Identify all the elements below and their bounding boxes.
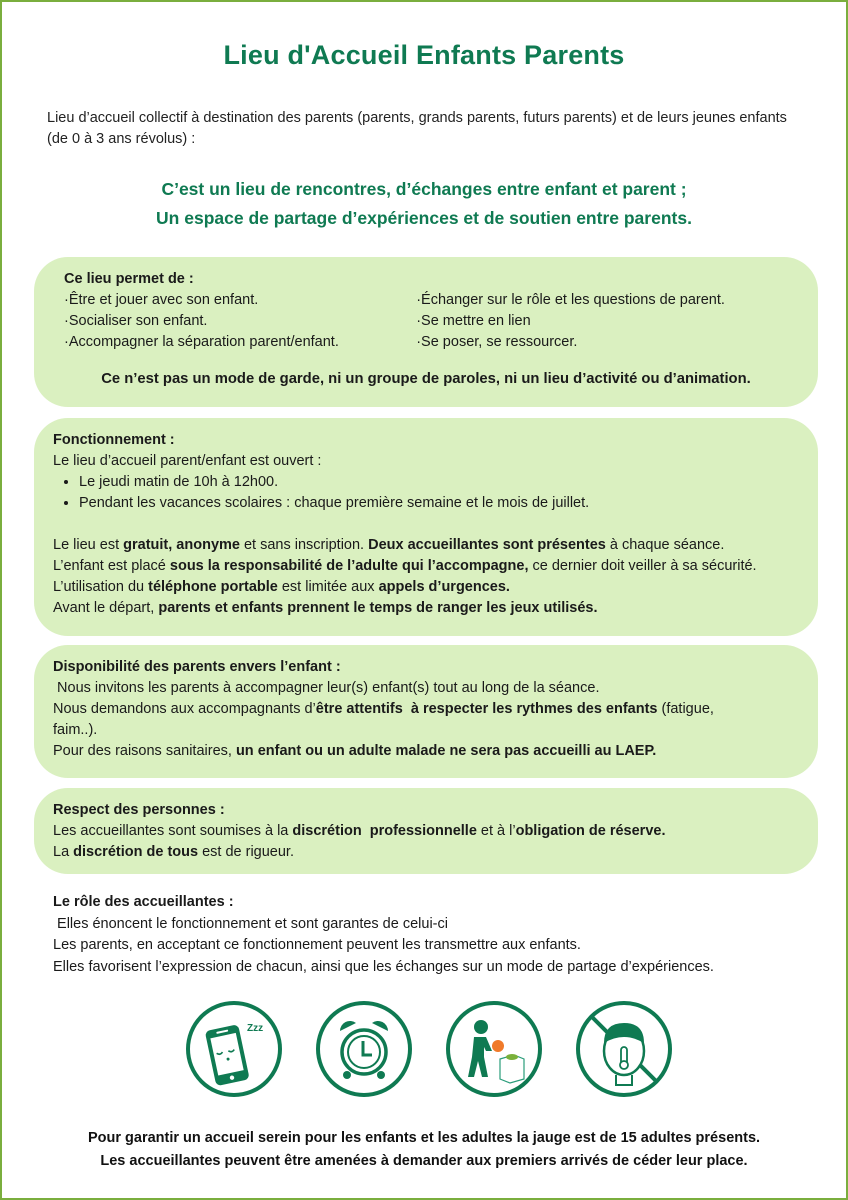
zzz-label: Zzz <box>247 1023 264 1034</box>
list-item: ·Accompagner la séparation parent/enfant. <box>64 334 339 350</box>
role-line: Les parents, en acceptant ce fonctionnement peuvent les transmettre aux enfants. <box>53 937 581 953</box>
disponibilite-heading: Disponibilité des parents envers l’enfant : <box>53 659 341 675</box>
role-heading: Le rôle des accueillantes : <box>53 894 234 910</box>
fonctionnement-paragraph-2: L’enfant est placé sous la responsabilité de l’adulte qui l’accompagne, ce dernier doit veiller à sa sécurité. L’utilisation du téléphone portable est limitée aux appels d’urgences. <box>53 558 757 595</box>
intro-text: Lieu d’accueil collectif à destination des parents (parents, grands parents, futurs parents) et de leurs jeunes enfants (de 0 à 3 ans révolus) : <box>47 110 787 147</box>
sleeping-phone-icon <box>184 999 284 1099</box>
role-line: Elles favorisent l’expression de chacun, ainsi que les échanges sur un mode de partage d’expériences. <box>53 958 714 975</box>
permet-left-list <box>64 290 416 353</box>
disponibilite-line-2: Nous demandons aux accompagnants d’être attentifs à respecter les rythmes des enfants (fatigue, faim..). <box>53 701 714 738</box>
permet-note: Ce n’est pas un mode de garde, ni un groupe de paroles, ni un lieu d’activité ou d’animation. <box>101 371 751 387</box>
respect-heading: Respect des personnes : <box>53 802 225 818</box>
footer-line-1: Pour garantir un accueil serein pour les enfants et les adultes la jauge est de 15 adultes présents. <box>87 1130 761 1146</box>
fonctionnement-section <box>34 418 818 636</box>
tagline-line-2: Un espace de partage d’expériences et de soutien entre parents. <box>156 208 692 228</box>
permet-section <box>34 257 818 407</box>
rules-icons <box>184 999 674 1099</box>
fonctionnement-paragraph-3: Avant le départ, parents et enfants prennent le temps de ranger les jeux utilisés. <box>53 600 598 616</box>
footer-line-2: Les accueillantes peuvent être amenées à demander aux premiers arrivés de céder leur place. <box>100 1153 748 1169</box>
fonctionnement-heading: Fonctionnement : <box>53 432 175 448</box>
footer-note <box>0 1127 848 1173</box>
no-sick-icon <box>574 999 674 1099</box>
disponibilite-section <box>34 645 818 778</box>
list-item: ·Se mettre en lien <box>416 313 531 329</box>
page-title: Lieu d'Accueil Enfants Parents <box>223 40 625 70</box>
tagline <box>0 175 848 233</box>
list-item: ·Se poser, se ressourcer. <box>416 334 578 350</box>
respect-section <box>34 788 818 874</box>
respect-line-1: Les accueillantes sont soumises à la discrétion professionnelle et à l’obligation de réserve. <box>53 823 666 839</box>
alarm-clock-icon <box>314 999 414 1099</box>
disponibilite-line-3: Pour des raisons sanitaires, un enfant ou un adulte malade ne sera pas accueilli au LAEP. <box>53 743 657 759</box>
list-item: ·Socialiser son enfant. <box>64 313 208 329</box>
respect-line-2: La discrétion de tous est de rigueur. <box>53 844 294 860</box>
tidy-toys-icon <box>444 999 544 1099</box>
opening-hours-list <box>53 472 800 514</box>
fonctionnement-paragraph-1: Le lieu est gratuit, anonyme et sans inscription. Deux accueillantes sont présentes à chaque séance. <box>53 537 725 553</box>
role-line: Elles énoncent le fonctionnement et sont garantes de celui-ci <box>53 915 448 932</box>
tagline-line-1: C’est un lieu de rencontres, d’échanges entre enfant et parent ; <box>161 179 687 199</box>
fonctionnement-intro: Le lieu d’accueil parent/enfant est ouvert : <box>53 453 322 469</box>
list-item: ·Échanger sur le rôle et les questions de parent. <box>416 292 725 308</box>
list-item: ·Être et jouer avec son enfant. <box>64 292 259 308</box>
list-item: • Pendant les vacances scolaires : chaque première semaine et le mois de juillet. <box>79 493 800 514</box>
permet-heading: Ce lieu permet de : <box>64 271 194 287</box>
list-item: • Le jeudi matin de 10h à 12h00. <box>79 472 800 493</box>
role-section <box>53 892 813 978</box>
disponibilite-line-1: Nous invitons les parents à accompagner leur(s) enfant(s) tout au long de la séance. <box>53 680 600 696</box>
permet-right-list <box>416 290 788 353</box>
